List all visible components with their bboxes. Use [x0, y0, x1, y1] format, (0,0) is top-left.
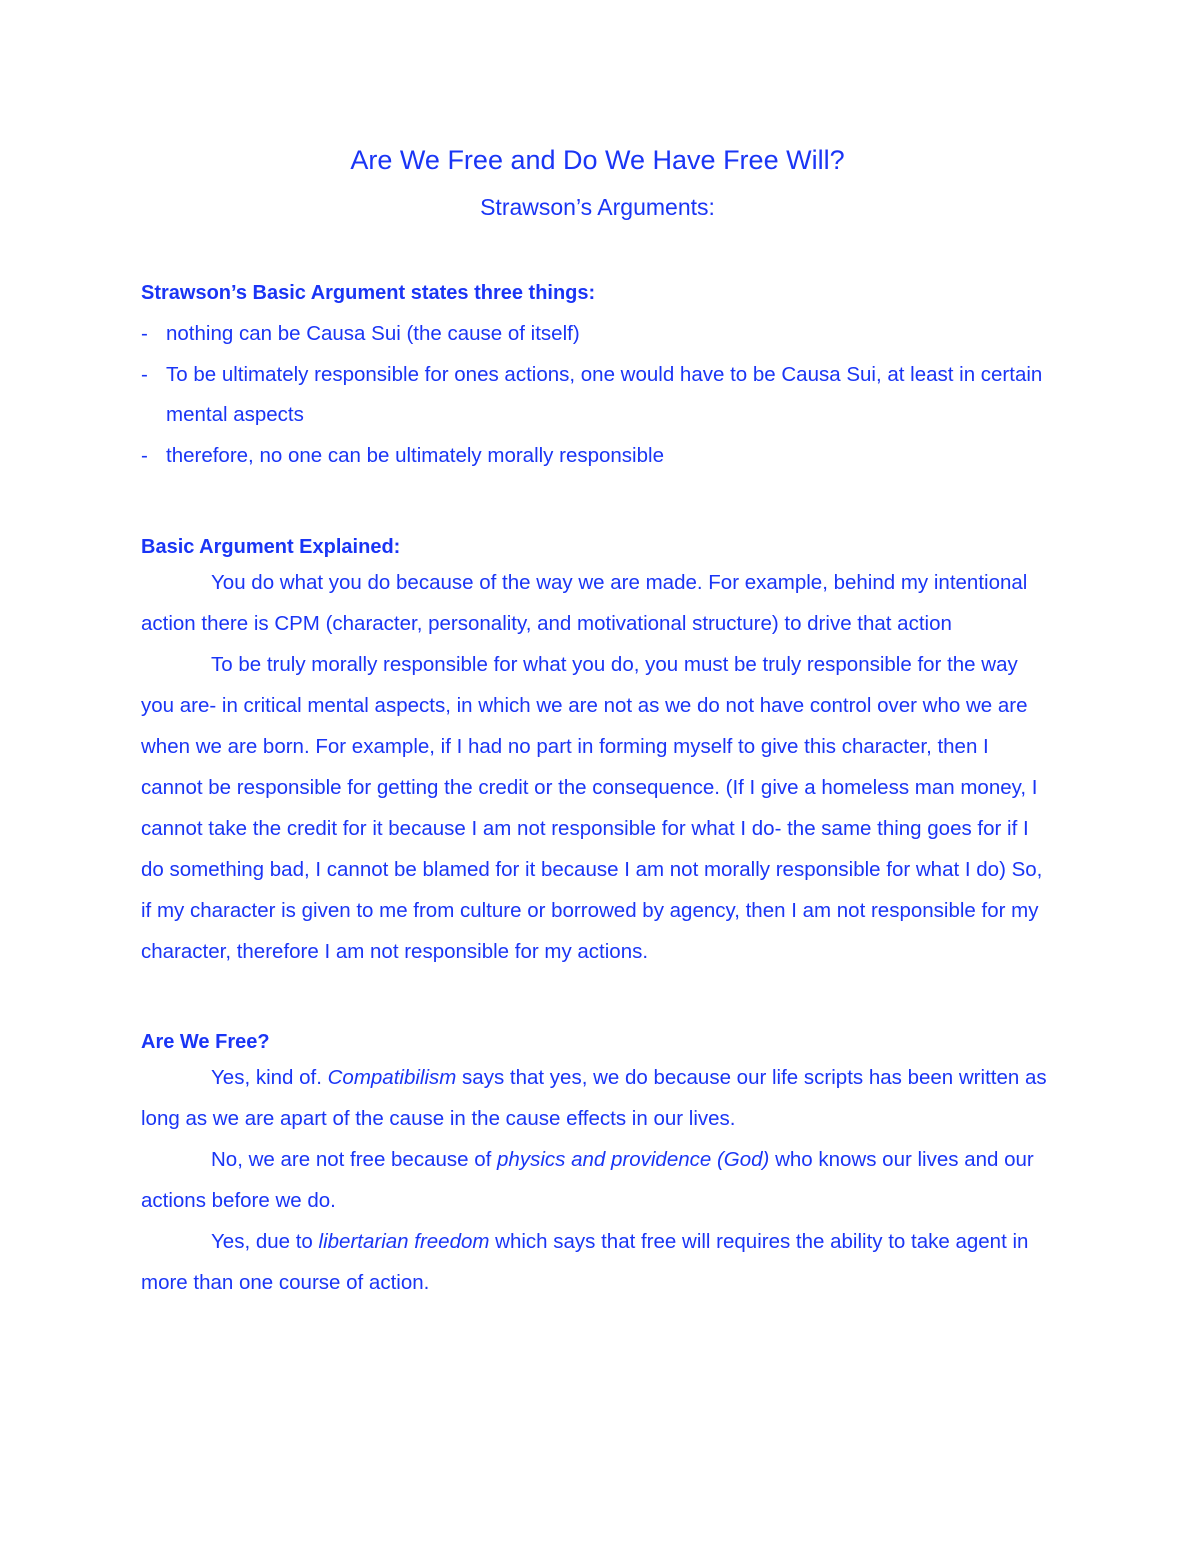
italic-term: Compatibilism [327, 1066, 457, 1089]
providence-paragraph [141, 1139, 1054, 1221]
explained-paragraph: To be truly morally responsible for what you do, you must be truly responsible for the way you are- in critical mental aspects, in which we are not as we do not have control over who we are when we are born. For example, if I had no part in forming myself to give this character, then I cannot be responsible for getting the credit or the consequence. (If I give a homeless man money, I cannot take the credit for it because I am not responsible for what I do- the same thing goes for if I do something bad, I cannot be blamed for it because I am not morally responsible for what I do) So, if my character is given to me from culture or borrowed by agency, then I am not responsible for my character, therefore I am not responsible for my actions. [141, 653, 1043, 963]
are-we-free-heading: Are We Free? [141, 1031, 270, 1053]
list-item-text: nothing can be Causa Sui (the cause of itself) [166, 322, 580, 345]
paragraph-text: No, we are not free because of [211, 1148, 498, 1171]
paragraph-text: who knows our lives and our actions before we do. [141, 1148, 1034, 1212]
italic-term: physics and providence (God) [497, 1148, 770, 1171]
document-title: Are We Free and Do We Have Free Will? [350, 145, 845, 175]
paragraph-text: says that yes, we do because our life scripts has been written as long as we are apart of the cause in the cause effects in our lives. [141, 1066, 1047, 1130]
list-item-text: therefore, no one can be ultimately morally responsible [166, 443, 664, 467]
basic-argument-heading: Strawson’s Basic Argument states three things: [141, 282, 596, 304]
explained-paragraph: You do what you do because of the way we are made. For example, behind my intentional action there is CPM (character, personality, and motivational structure) to drive that action [141, 571, 1028, 635]
bullet-dash: - [141, 443, 148, 467]
list-item-text: To be ultimately responsible for ones actions, one would have to be Causa Sui, at least in certain mental aspects [166, 362, 1043, 426]
document-subtitle: Strawson’s Arguments: [480, 194, 715, 220]
explained-heading: Basic Argument Explained: [141, 536, 401, 558]
basic-argument-list [141, 314, 1054, 476]
list-item [141, 355, 1054, 436]
italic-term: libertarian freedom [318, 1230, 490, 1253]
paragraph-text: Yes, due to [211, 1230, 319, 1253]
list-item [141, 436, 1054, 477]
paragraph-text: which says that free will requires the ability to take agent in more than one course of action. [141, 1230, 1029, 1294]
paragraph-text: Yes, kind of. [211, 1066, 328, 1089]
compatibilism-paragraph [141, 1057, 1054, 1139]
list-item [141, 314, 1054, 355]
libertarian-paragraph [141, 1221, 1054, 1303]
bullet-dash: - [141, 322, 148, 345]
bullet-dash: - [141, 362, 148, 386]
